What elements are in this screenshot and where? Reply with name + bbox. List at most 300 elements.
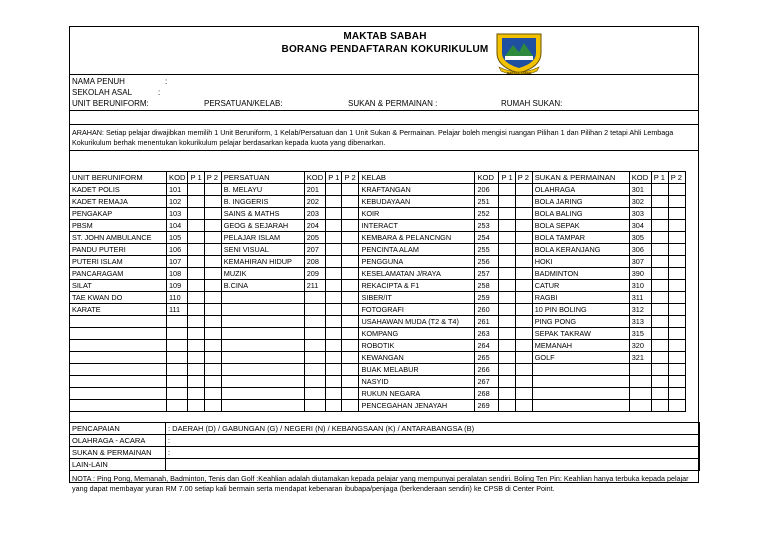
choice-cell-sukan-p2[interactable] bbox=[668, 352, 685, 364]
choice-cell-sukan-p1[interactable] bbox=[651, 244, 668, 256]
choice-cell-unit-p2[interactable] bbox=[204, 184, 221, 196]
cell-persatuan-kod bbox=[304, 292, 325, 304]
choice-cell-sukan-p1[interactable] bbox=[651, 268, 668, 280]
choice-cell-unit-p1[interactable] bbox=[188, 232, 204, 244]
choice-cell-kelab-p1[interactable] bbox=[499, 244, 515, 256]
cell-persatuan-name: PELAJAR ISLAM bbox=[221, 232, 304, 244]
cell-kelab-name: KEMBARA & PELANCNGN bbox=[359, 232, 475, 244]
choice-cell-kelab-p2[interactable] bbox=[515, 364, 532, 376]
choice-cell-kelab-p1[interactable] bbox=[499, 400, 515, 412]
choice-cell-unit-p1[interactable] bbox=[188, 220, 204, 232]
cell-unit-kod: 104 bbox=[167, 220, 188, 232]
cell-sukan-name: BADMINTON bbox=[532, 268, 629, 280]
choice-cell-unit-p1[interactable] bbox=[188, 316, 204, 328]
choice-cell-persatuan-p1[interactable] bbox=[326, 220, 342, 232]
cell-kelab-kod: 261 bbox=[475, 316, 499, 328]
header-kelab-kod: KOD bbox=[475, 172, 499, 184]
choice-cell-sukan-p1[interactable] bbox=[651, 316, 668, 328]
cell-unit-kod: 101 bbox=[167, 184, 188, 196]
cell-sukan-kod: 307 bbox=[629, 256, 651, 268]
cell-kelab-name: USAHAWAN MUDA (T2 & T4) bbox=[359, 316, 475, 328]
cell-persatuan-kod: 211 bbox=[304, 280, 325, 292]
cell-unit-name: PUTERI ISLAM bbox=[70, 256, 167, 268]
cell-sukan-name: MEMANAH bbox=[532, 340, 629, 352]
choice-cell-sukan-p2[interactable] bbox=[668, 364, 685, 376]
choice-cell-kelab-p2[interactable] bbox=[515, 400, 532, 412]
choice-cell-kelab-p1[interactable] bbox=[499, 328, 515, 340]
cell-kelab-kod: 259 bbox=[475, 292, 499, 304]
table-row bbox=[70, 184, 686, 196]
choice-cell-persatuan-p1[interactable] bbox=[326, 256, 342, 268]
cell-sukan-kod: 320 bbox=[629, 340, 651, 352]
cell-kelab-name: INTERACT bbox=[359, 220, 475, 232]
choice-cell-sukan-p2[interactable] bbox=[668, 292, 685, 304]
choice-cell-kelab-p1[interactable] bbox=[499, 352, 515, 364]
choice-cell-kelab-p1[interactable] bbox=[499, 304, 515, 316]
choice-cell-persatuan-p2[interactable] bbox=[342, 388, 359, 400]
cell-sukan-kod: 301 bbox=[629, 184, 651, 196]
choice-cell-unit-p2[interactable] bbox=[204, 364, 221, 376]
choice-cell-unit-p1[interactable] bbox=[188, 376, 204, 388]
choice-cell-persatuan-p2[interactable] bbox=[342, 352, 359, 364]
choice-cell-persatuan-p1[interactable] bbox=[326, 244, 342, 256]
choice-cell-kelab-p2[interactable] bbox=[515, 208, 532, 220]
cell-sukan-name bbox=[532, 400, 629, 412]
choice-cell-kelab-p2[interactable] bbox=[515, 340, 532, 352]
choice-cell-sukan-p2[interactable] bbox=[668, 184, 685, 196]
cell-sukan-kod: 313 bbox=[629, 316, 651, 328]
header-persatuan-kod: KOD bbox=[304, 172, 325, 184]
table-row bbox=[70, 232, 686, 244]
cell-persatuan-kod: 207 bbox=[304, 244, 325, 256]
cell-unit-kod bbox=[167, 352, 188, 364]
choice-cell-persatuan-p1[interactable] bbox=[326, 316, 342, 328]
cell-unit-kod: 109 bbox=[167, 280, 188, 292]
choice-cell-unit-p1[interactable] bbox=[188, 280, 204, 292]
table-row bbox=[70, 304, 686, 316]
persatuan-kelab-label: PERSATUAN/KELAB: bbox=[204, 99, 283, 108]
choice-cell-unit-p2[interactable] bbox=[204, 304, 221, 316]
cell-unit-kod: 108 bbox=[167, 268, 188, 280]
choice-cell-sukan-p2[interactable] bbox=[668, 400, 685, 412]
cell-persatuan-name bbox=[221, 388, 304, 400]
cell-sukan-kod: 304 bbox=[629, 220, 651, 232]
cell-persatuan-name: B. INGGERIS bbox=[221, 196, 304, 208]
choice-cell-persatuan-p1[interactable] bbox=[326, 304, 342, 316]
cell-persatuan-kod: 205 bbox=[304, 232, 325, 244]
cell-sukan-name: HOKI bbox=[532, 256, 629, 268]
choice-cell-kelab-p2[interactable] bbox=[515, 352, 532, 364]
header-persatuan-name: PERSATUAN bbox=[221, 172, 304, 184]
choice-cell-kelab-p1[interactable] bbox=[499, 316, 515, 328]
choice-cell-unit-p2[interactable] bbox=[204, 196, 221, 208]
choice-cell-unit-p1[interactable] bbox=[188, 388, 204, 400]
cell-sukan-kod: 390 bbox=[629, 268, 651, 280]
choice-cell-sukan-p2[interactable] bbox=[668, 208, 685, 220]
cell-kelab-name: KOIR bbox=[359, 208, 475, 220]
choice-cell-kelab-p2[interactable] bbox=[515, 292, 532, 304]
choice-cell-sukan-p1[interactable] bbox=[651, 184, 668, 196]
choice-cell-unit-p2[interactable] bbox=[204, 376, 221, 388]
form-title: BORANG PENDAFTARAN KOKURIKULUM bbox=[281, 44, 489, 55]
sukan-input[interactable]: : bbox=[166, 447, 700, 459]
cell-persatuan-name: B. MELAYU bbox=[221, 184, 304, 196]
choice-cell-kelab-p2[interactable] bbox=[515, 268, 532, 280]
choice-cell-kelab-p2[interactable] bbox=[515, 232, 532, 244]
choice-cell-unit-p1[interactable] bbox=[188, 196, 204, 208]
olahraga-input[interactable]: : bbox=[166, 435, 700, 447]
divider bbox=[69, 74, 699, 75]
cell-kelab-name: SIBER/IT bbox=[359, 292, 475, 304]
cell-kelab-kod: 253 bbox=[475, 220, 499, 232]
cell-kelab-name: FOTOGRAFI bbox=[359, 304, 475, 316]
cell-unit-kod bbox=[167, 388, 188, 400]
pencapaian-options: : DAERAH (D) / GABUNGAN (G) / NEGERI (N) / KEBANGSAAN (K) / ANTARABANGSA (B) bbox=[166, 423, 700, 435]
cell-persatuan-name: B.CINA bbox=[221, 280, 304, 292]
cell-sukan-name: BOLA KERANJANG bbox=[532, 244, 629, 256]
cell-persatuan-name bbox=[221, 364, 304, 376]
choice-cell-sukan-p1[interactable] bbox=[651, 340, 668, 352]
cell-sukan-name: SEPAK TAKRAW bbox=[532, 328, 629, 340]
table-row bbox=[70, 340, 686, 352]
choice-cell-persatuan-p1[interactable] bbox=[326, 376, 342, 388]
cell-persatuan-name: MUZIK bbox=[221, 268, 304, 280]
cell-unit-kod: 110 bbox=[167, 292, 188, 304]
choice-cell-sukan-p1[interactable] bbox=[651, 328, 668, 340]
cell-unit-name bbox=[70, 328, 167, 340]
choice-cell-persatuan-p2[interactable] bbox=[342, 244, 359, 256]
choice-cell-kelab-p1[interactable] bbox=[499, 292, 515, 304]
choice-cell-kelab-p1[interactable] bbox=[499, 340, 515, 352]
choice-cell-kelab-p1[interactable] bbox=[499, 256, 515, 268]
choice-cell-persatuan-p1[interactable] bbox=[326, 196, 342, 208]
cell-kelab-kod: 260 bbox=[475, 304, 499, 316]
choice-cell-kelab-p2[interactable] bbox=[515, 184, 532, 196]
choice-cell-unit-p2[interactable] bbox=[204, 352, 221, 364]
cell-kelab-kod: 256 bbox=[475, 256, 499, 268]
choice-cell-unit-p2[interactable] bbox=[204, 400, 221, 412]
cell-sukan-kod bbox=[629, 364, 651, 376]
cell-persatuan-kod: 202 bbox=[304, 196, 325, 208]
choice-cell-persatuan-p2[interactable] bbox=[342, 376, 359, 388]
choice-cell-unit-p2[interactable] bbox=[204, 268, 221, 280]
choice-cell-kelab-p1[interactable] bbox=[499, 208, 515, 220]
cell-unit-kod bbox=[167, 316, 188, 328]
choice-cell-sukan-p2[interactable] bbox=[668, 280, 685, 292]
choice-cell-kelab-p1[interactable] bbox=[499, 364, 515, 376]
choice-cell-persatuan-p2[interactable] bbox=[342, 400, 359, 412]
choice-cell-kelab-p1[interactable] bbox=[499, 196, 515, 208]
lain-lain-input[interactable] bbox=[166, 459, 700, 471]
cell-unit-kod bbox=[167, 400, 188, 412]
table-row bbox=[70, 364, 686, 376]
cell-kelab-name: PENCEGAHAN JENAYAH bbox=[359, 400, 475, 412]
cell-persatuan-kod bbox=[304, 316, 325, 328]
cell-sukan-name: OLAHRAGA bbox=[532, 184, 629, 196]
cell-kelab-kod: 251 bbox=[475, 196, 499, 208]
choice-cell-kelab-p1[interactable] bbox=[499, 280, 515, 292]
cell-sukan-kod bbox=[629, 376, 651, 388]
choice-cell-persatuan-p2[interactable] bbox=[342, 280, 359, 292]
choice-cell-unit-p1[interactable] bbox=[188, 184, 204, 196]
cell-unit-name bbox=[70, 400, 167, 412]
divider bbox=[69, 110, 699, 111]
choice-cell-kelab-p1[interactable] bbox=[499, 376, 515, 388]
cell-unit-name: PBSM bbox=[70, 220, 167, 232]
cell-kelab-kod: 252 bbox=[475, 208, 499, 220]
choice-cell-persatuan-p2[interactable] bbox=[342, 364, 359, 376]
table-row bbox=[70, 388, 686, 400]
choice-cell-unit-p2[interactable] bbox=[204, 340, 221, 352]
cell-sukan-name: BOLA TAMPAR bbox=[532, 232, 629, 244]
choice-cell-kelab-p2[interactable] bbox=[515, 304, 532, 316]
choice-cell-kelab-p2[interactable] bbox=[515, 196, 532, 208]
choice-cell-unit-p1[interactable] bbox=[188, 268, 204, 280]
cell-unit-name: KARATE bbox=[70, 304, 167, 316]
choice-cell-persatuan-p2[interactable] bbox=[342, 184, 359, 196]
choice-cell-unit-p2[interactable] bbox=[204, 388, 221, 400]
choice-cell-persatuan-p1[interactable] bbox=[326, 208, 342, 220]
choice-cell-persatuan-p2[interactable] bbox=[342, 316, 359, 328]
sekolah-asal-label: SEKOLAH ASAL bbox=[72, 88, 133, 97]
choice-cell-sukan-p2[interactable] bbox=[668, 304, 685, 316]
cell-unit-kod: 105 bbox=[167, 232, 188, 244]
cell-sukan-kod: 310 bbox=[629, 280, 651, 292]
cell-sukan-name: BOLA JARING bbox=[532, 196, 629, 208]
cell-sukan-kod: 312 bbox=[629, 304, 651, 316]
cell-kelab-name: ROBOTIK bbox=[359, 340, 475, 352]
choice-cell-sukan-p1[interactable] bbox=[651, 388, 668, 400]
choice-cell-kelab-p1[interactable] bbox=[499, 388, 515, 400]
choice-cell-kelab-p2[interactable] bbox=[515, 280, 532, 292]
choice-cell-kelab-p2[interactable] bbox=[515, 388, 532, 400]
choice-cell-sukan-p1[interactable] bbox=[651, 196, 668, 208]
choice-cell-persatuan-p1[interactable] bbox=[326, 352, 342, 364]
choice-cell-sukan-p2[interactable] bbox=[668, 220, 685, 232]
table-row bbox=[70, 280, 686, 292]
cell-unit-kod: 107 bbox=[167, 256, 188, 268]
cell-sukan-name bbox=[532, 364, 629, 376]
cell-unit-kod bbox=[167, 364, 188, 376]
choice-cell-persatuan-p1[interactable] bbox=[326, 328, 342, 340]
choice-cell-sukan-p2[interactable] bbox=[668, 316, 685, 328]
choice-cell-unit-p1[interactable] bbox=[188, 400, 204, 412]
choice-cell-persatuan-p2[interactable] bbox=[342, 328, 359, 340]
choice-cell-sukan-p1[interactable] bbox=[651, 400, 668, 412]
choice-cell-sukan-p1[interactable] bbox=[651, 232, 668, 244]
cell-kelab-name: PENGGUNA bbox=[359, 256, 475, 268]
cell-unit-kod bbox=[167, 328, 188, 340]
cell-sukan-kod: 305 bbox=[629, 232, 651, 244]
cell-persatuan-name: KEMAHIRAN HIDUP bbox=[221, 256, 304, 268]
cell-persatuan-kod bbox=[304, 388, 325, 400]
header-persatuan-p1: P 1 bbox=[326, 172, 342, 184]
table-row bbox=[70, 376, 686, 388]
choice-cell-unit-p1[interactable] bbox=[188, 304, 204, 316]
unit-beruniform-label: UNIT BERUNIFORM: bbox=[72, 99, 149, 108]
choice-cell-kelab-p1[interactable] bbox=[499, 184, 515, 196]
cell-persatuan-name bbox=[221, 352, 304, 364]
cell-unit-name: PANCARAGAM bbox=[70, 268, 167, 280]
choice-cell-sukan-p2[interactable] bbox=[668, 244, 685, 256]
table-row bbox=[70, 352, 686, 364]
choice-cell-kelab-p2[interactable] bbox=[515, 220, 532, 232]
choice-cell-persatuan-p2[interactable] bbox=[342, 256, 359, 268]
cell-sukan-name: CATUR bbox=[532, 280, 629, 292]
cell-sukan-name: BOLA BALING bbox=[532, 208, 629, 220]
cell-sukan-name: RAGBI bbox=[532, 292, 629, 304]
choice-cell-sukan-p1[interactable] bbox=[651, 304, 668, 316]
crest-ribbon-text: MAKTAB SABAH bbox=[506, 71, 532, 75]
choice-cell-unit-p1[interactable] bbox=[188, 208, 204, 220]
header-sukan-p1: P 1 bbox=[651, 172, 668, 184]
choice-cell-unit-p2[interactable] bbox=[204, 208, 221, 220]
cell-sukan-kod: 315 bbox=[629, 328, 651, 340]
choice-cell-unit-p2[interactable] bbox=[204, 232, 221, 244]
choice-cell-persatuan-p2[interactable] bbox=[342, 232, 359, 244]
cell-persatuan-name bbox=[221, 304, 304, 316]
choice-cell-persatuan-p2[interactable] bbox=[342, 292, 359, 304]
nota-text: NOTA : Ping Pong, Memanah, Badminton, Tenis dan Golf :Keahlian adalah diutamakan kepada pelajar yang mempunyai peralatan sendiri. Boling Ten Pin: Keahlian hanya terbuka kepada pelajar yang dapat membayar yuran RM 7.00 setiap kali bermain serta mendapat kebenaran ibubapa/penjaga (berkenderaan sendiri) ke CPSB di Center Point. bbox=[72, 474, 689, 493]
table-row bbox=[70, 220, 686, 232]
choice-cell-sukan-p1[interactable] bbox=[651, 280, 668, 292]
choice-cell-kelab-p2[interactable] bbox=[515, 328, 532, 340]
cell-sukan-kod bbox=[629, 388, 651, 400]
divider bbox=[69, 150, 699, 151]
cell-persatuan-name bbox=[221, 292, 304, 304]
table-row bbox=[70, 400, 686, 412]
school-crest-icon bbox=[493, 31, 545, 75]
cell-sukan-kod: 306 bbox=[629, 244, 651, 256]
cell-sukan-name: 10 PIN BOLING bbox=[532, 304, 629, 316]
cell-persatuan-name: SAINS & MATHS bbox=[221, 208, 304, 220]
sukan-label: SUKAN & PERMAINAN bbox=[70, 447, 166, 459]
cell-persatuan-name: SENI VISUAL bbox=[221, 244, 304, 256]
choice-cell-sukan-p2[interactable] bbox=[668, 268, 685, 280]
choice-cell-sukan-p1[interactable] bbox=[651, 256, 668, 268]
cell-unit-name bbox=[70, 352, 167, 364]
header-unit-p2: P 2 bbox=[204, 172, 221, 184]
choice-cell-sukan-p1[interactable] bbox=[651, 364, 668, 376]
choice-cell-persatuan-p2[interactable] bbox=[342, 340, 359, 352]
table-row bbox=[70, 316, 686, 328]
cell-sukan-kod: 302 bbox=[629, 196, 651, 208]
header-kelab-name: KELAB bbox=[359, 172, 475, 184]
header-unit-p1: P 1 bbox=[188, 172, 204, 184]
choice-cell-persatuan-p1[interactable] bbox=[326, 340, 342, 352]
sukan-permainan-label: SUKAN & PERMAINAN : bbox=[348, 99, 438, 108]
header-sukan-name: SUKAN & PERMAINAN bbox=[532, 172, 629, 184]
choice-cell-kelab-p2[interactable] bbox=[515, 376, 532, 388]
choice-cell-persatuan-p2[interactable] bbox=[342, 208, 359, 220]
choice-cell-kelab-p2[interactable] bbox=[515, 316, 532, 328]
choice-cell-persatuan-p1[interactable] bbox=[326, 268, 342, 280]
choice-cell-sukan-p1[interactable] bbox=[651, 292, 668, 304]
choice-cell-unit-p2[interactable] bbox=[204, 292, 221, 304]
choice-cell-unit-p1[interactable] bbox=[188, 364, 204, 376]
choice-cell-persatuan-p1[interactable] bbox=[326, 292, 342, 304]
choice-cell-kelab-p2[interactable] bbox=[515, 256, 532, 268]
choice-cell-unit-p2[interactable] bbox=[204, 220, 221, 232]
cell-kelab-name: KRAFTANGAN bbox=[359, 184, 475, 196]
cell-persatuan-kod bbox=[304, 364, 325, 376]
choice-cell-kelab-p1[interactable] bbox=[499, 220, 515, 232]
cell-persatuan-name bbox=[221, 376, 304, 388]
choice-cell-unit-p1[interactable] bbox=[188, 244, 204, 256]
choice-cell-persatuan-p2[interactable] bbox=[342, 268, 359, 280]
header-unit-kod: KOD bbox=[167, 172, 188, 184]
choice-cell-sukan-p1[interactable] bbox=[651, 352, 668, 364]
choice-cell-unit-p1[interactable] bbox=[188, 340, 204, 352]
choice-cell-sukan-p2[interactable] bbox=[668, 328, 685, 340]
achievement-table bbox=[69, 422, 700, 471]
header-kelab-p1: P 1 bbox=[499, 172, 515, 184]
cell-sukan-kod: 321 bbox=[629, 352, 651, 364]
choice-cell-unit-p2[interactable] bbox=[204, 256, 221, 268]
cell-unit-name bbox=[70, 340, 167, 352]
choice-cell-persatuan-p2[interactable] bbox=[342, 196, 359, 208]
cell-kelab-kod: 266 bbox=[475, 364, 499, 376]
choice-cell-sukan-p2[interactable] bbox=[668, 388, 685, 400]
choice-cell-persatuan-p1[interactable] bbox=[326, 364, 342, 376]
cell-sukan-name bbox=[532, 376, 629, 388]
cell-persatuan-kod bbox=[304, 304, 325, 316]
choice-cell-persatuan-p2[interactable] bbox=[342, 220, 359, 232]
choice-cell-persatuan-p1[interactable] bbox=[326, 184, 342, 196]
choice-cell-persatuan-p1[interactable] bbox=[326, 280, 342, 292]
choice-cell-sukan-p1[interactable] bbox=[651, 220, 668, 232]
choice-cell-sukan-p1[interactable] bbox=[651, 376, 668, 388]
rumah-sukan-label: RUMAH SUKAN: bbox=[501, 99, 563, 108]
school-title: MAKTAB SABAH bbox=[343, 31, 427, 42]
cell-unit-kod bbox=[167, 340, 188, 352]
olahraga-label: OLAHRAGA - ACARA bbox=[70, 435, 166, 447]
choice-cell-unit-p2[interactable] bbox=[204, 316, 221, 328]
choice-cell-unit-p1[interactable] bbox=[188, 292, 204, 304]
choice-cell-persatuan-p2[interactable] bbox=[342, 304, 359, 316]
table-row bbox=[70, 208, 686, 220]
lain-lain-label: LAIN-LAIN bbox=[70, 459, 166, 471]
choice-cell-kelab-p2[interactable] bbox=[515, 244, 532, 256]
choice-cell-sukan-p2[interactable] bbox=[668, 376, 685, 388]
choice-cell-unit-p2[interactable] bbox=[204, 280, 221, 292]
choice-cell-persatuan-p1[interactable] bbox=[326, 388, 342, 400]
cell-persatuan-kod bbox=[304, 352, 325, 364]
cell-unit-kod bbox=[167, 376, 188, 388]
choice-cell-sukan-p2[interactable] bbox=[668, 340, 685, 352]
table-header-row bbox=[70, 172, 686, 184]
choice-cell-sukan-p1[interactable] bbox=[651, 208, 668, 220]
choice-cell-unit-p1[interactable] bbox=[188, 328, 204, 340]
cell-kelab-kod: 254 bbox=[475, 232, 499, 244]
choice-cell-kelab-p1[interactable] bbox=[499, 232, 515, 244]
choice-cell-sukan-p2[interactable] bbox=[668, 256, 685, 268]
choice-cell-persatuan-p1[interactable] bbox=[326, 400, 342, 412]
choice-cell-sukan-p2[interactable] bbox=[668, 232, 685, 244]
cell-unit-kod: 103 bbox=[167, 208, 188, 220]
choice-cell-unit-p1[interactable] bbox=[188, 256, 204, 268]
choice-cell-persatuan-p1[interactable] bbox=[326, 232, 342, 244]
cell-unit-name: TAE KWAN DO bbox=[70, 292, 167, 304]
cell-kelab-name: KESELAMATAN J/RAYA bbox=[359, 268, 475, 280]
choice-cell-sukan-p2[interactable] bbox=[668, 196, 685, 208]
choice-cell-kelab-p1[interactable] bbox=[499, 268, 515, 280]
choice-cell-unit-p2[interactable] bbox=[204, 244, 221, 256]
choice-cell-unit-p2[interactable] bbox=[204, 328, 221, 340]
table-row bbox=[70, 196, 686, 208]
choice-cell-unit-p1[interactable] bbox=[188, 352, 204, 364]
cell-sukan-kod: 311 bbox=[629, 292, 651, 304]
